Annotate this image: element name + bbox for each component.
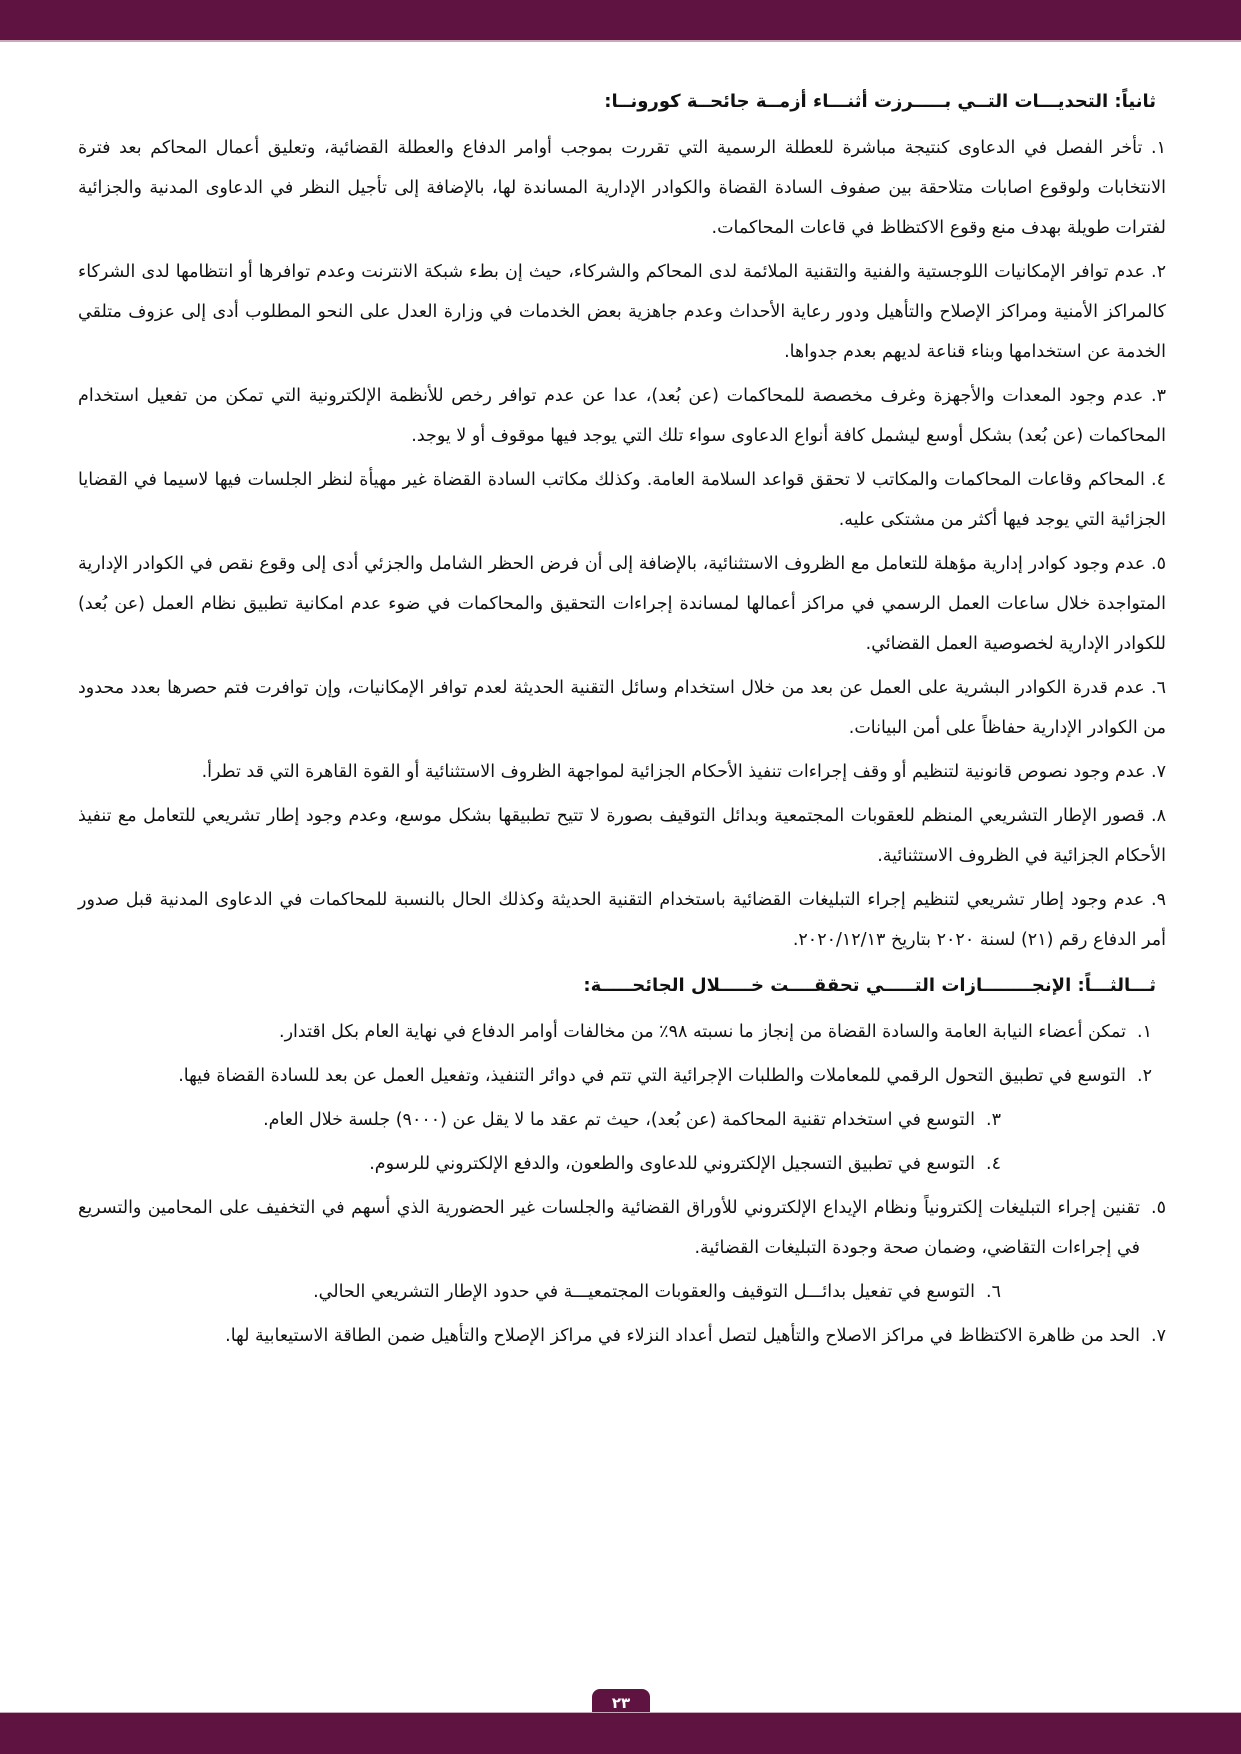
paragraph: ١. تأخر الفصل في الدعاوى كنتيجة مباشرة للعطلة الرسمية التي تقررت بموجب أوامر الدفاع والعطلة القضائية، وتعليق أعمال المحاكم بعد فترة الانتخابات ولوقوع اصابات متلاحقة بين صفوف السادة القضاة والكوادر الإدارية المساندة لها، بالإضافة إلى تأجيل النظر في الدعاوى المدنية والجزائية لفترات طويلة بهدف منع وقوع الاكتظاظ في قاعات المحاكمات. — [78, 138, 1166, 238]
paragraph: ٧. عدم وجود نصوص قانونية لتنظيم أو وقف إجراءات تنفيذ الأحكام الجزائية لمواجهة الظروف الاستثنائية أو القوة القاهرة التي قد تطرأ. — [201, 762, 1166, 782]
paragraph: ٢. عدم توافر الإمكانيات اللوجستية والفنية والتقنية الملائمة لدى المحاكم والشركاء، حيث إن بطء شبكة الانترنت وعدم توافرها أو انتظامها لدى الشركاء كالمراكز الأمنية ومراكز الإصلاح والتأهيل ودور رعاية الأحداث وعدم جاهزية بعض الخدمات في وزارة العدل على النحو المطلوب أدى إلى عزوف متلقي الخدمة عن استخدامها وبناء قناعة لديهم بعدم جدواها. — [78, 262, 1166, 362]
paragraph: ٤. المحاكم وقاعات المحاكمات والمكاتب لا تحقق قواعد السلامة العامة. وكذلك مكاتب السادة القضاة غير مهيأة لنظر الجلسات فيها لاسيما في القضايا الجزائية التي يوجد فيها أكثر من مشتكى عليه. — [78, 470, 1166, 530]
list-text: التوسع في استخدام تقنية المحاكمة (عن بُعد)، حيث تم عقد ما لا يقل عن (٩٠٠٠) جلسة خلال العام. — [263, 1110, 975, 1130]
list-number: ١. — [1137, 1022, 1152, 1042]
list-number: ٦. — [986, 1282, 1001, 1302]
list-text: الحد من ظاهرة الاكتظاظ في مراكز الاصلاح والتأهيل لتصل أعداد النزلاء في مراكز الإصلاح والتأهيل ضمن الطاقة الاستيعابية لها. — [225, 1326, 1140, 1346]
header-bar — [0, 0, 1241, 42]
document-body — [78, 80, 1166, 1360]
list-text: التوسع في تطبيق التسجيل الإلكتروني للدعاوى والطعون، والدفع الإلكتروني للرسوم. — [369, 1154, 975, 1174]
list-number: ٢. — [1137, 1066, 1152, 1086]
list-item — [78, 1144, 1166, 1184]
list-text: التوسع في تفعيل بدائـــل التوقيف والعقوبات المجتمعيـــة في حدود الإطار التشريعي الحالي. — [313, 1282, 975, 1302]
list-number: ٧. — [1151, 1326, 1166, 1346]
paragraph: ٥. عدم وجود كوادر إدارية مؤهلة للتعامل مع الظروف الاستثنائية، بالإضافة إلى أن فرض الحظر الشامل والجزئي أدى إلى وقوع نقص في الكوادر الإدارية المتواجدة خلال ساعات العمل الرسمي في مراكز أعمالها لمساندة إجراءات التحقيق والمحاكمات في ضوء عدم امكانية تطبيق نظام العمل (عن بُعد) للكوادر الإدارية لخصوصية العمل القضائي. — [78, 554, 1166, 654]
page-number: ٢٣ — [592, 1689, 650, 1719]
list-item — [78, 1188, 1166, 1268]
list-text: التوسع في تطبيق التحول الرقمي للمعاملات والطلبات الإجرائية التي تتم في دوائر التنفيذ، وتفعيل العمل عن بعد للسادة القضاة فيها. — [178, 1066, 1126, 1086]
list-text: تمكن أعضاء النيابة العامة والسادة القضاة من إنجاز ما نسبته ٩٨٪ من مخالفات أوامر الدفاع في نهاية العام بكل اقتدار. — [279, 1022, 1126, 1042]
footer-bar — [0, 1712, 1241, 1754]
list-item — [78, 1272, 1166, 1312]
list-item — [78, 1316, 1166, 1356]
list-text: تقنين إجراء التبليغات إلكترونياً ونظام الإيداع الإلكتروني للأوراق القضائية والجلسات غير الحضورية الذي أسهم في التخفيف على المحامين والتسريع في إجراءات التقاضي، وضمان صحة وجودة التبليغات القضائية. — [78, 1198, 1140, 1258]
paragraph: ٩. عدم وجود إطار تشريعي لتنظيم إجراء التبليغات القضائية باستخدام التقنية الحديثة وكذلك الحال بالنسبة للمحاكمات في الدعاوى المدنية قبل صدور أمر الدفاع رقم (٢١) لسنة ٢٠٢٠ بتاريخ ٢٠٢٠/١٢/١٣. — [78, 890, 1166, 950]
paragraph: ٨. قصور الإطار التشريعي المنظم للعقوبات المجتمعية وبدائل التوقيف بصورة لا تتيح تطبيقها بشكل موسع، وعدم وجود إطار تشريعي للتعامل مع تنفيذ الأحكام الجزائية في الظروف الاستثنائية. — [78, 806, 1166, 866]
list-item — [78, 1100, 1166, 1140]
paragraph: ٣. عدم وجود المعدات والأجهزة وغرف مخصصة للمحاكمات (عن بُعد)، عدا عن عدم توافر رخص للأنظمة الإلكترونية التي تمكن من تفعيل استخدام المحاكمات (عن بُعد) بشكل أوسع ليشمل كافة أنواع الدعاوى سواء تلك التي يوجد فيها موقوف أو لا يوجد. — [78, 386, 1166, 446]
list-number: ٥. — [1151, 1198, 1166, 1218]
section-heading-challenges: ثانياً: التحديـــات التــي بـــــرزت أثنـــاء أزمــة جائحــة كورونــا: — [604, 91, 1156, 112]
section-heading-achievements: ثـــالثـــاً: الإنجــــــــازات التـــــي تحققــــت خـــــلال الجائحـــــة: — [583, 975, 1156, 996]
list-number: ٣. — [986, 1110, 1001, 1130]
list-number: ٤. — [986, 1154, 1001, 1174]
list-item — [78, 1012, 1166, 1052]
paragraph: ٦. عدم قدرة الكوادر البشرية على العمل عن بعد من خلال استخدام وسائل التقنية الحديثة لعدم توافر الإمكانيات، وإن توافرت فتم حصرها بعدد محدود من الكوادر الإدارية حفاظاً على أمن البيانات. — [78, 678, 1166, 738]
list-item — [78, 1056, 1166, 1096]
